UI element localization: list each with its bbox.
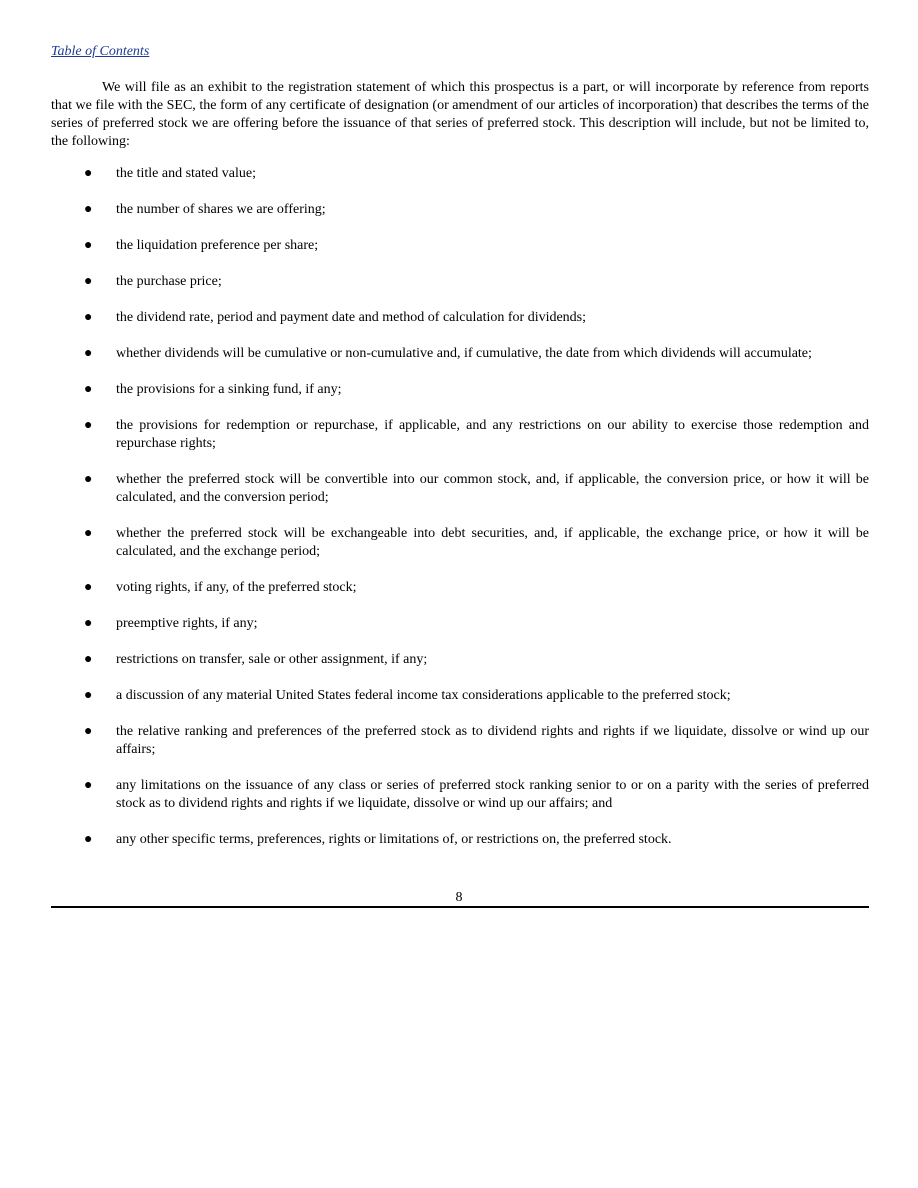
list-item-text: restrictions on transfer, sale or other assignment, if any;	[116, 652, 428, 667]
bullet-icon: ●	[84, 310, 93, 325]
bullet-icon: ●	[84, 472, 93, 487]
bullet-icon: ●	[84, 724, 93, 739]
list-item	[51, 615, 869, 633]
list-item-text: the number of shares we are offering;	[116, 202, 326, 217]
document-page	[51, 42, 869, 867]
list-item-text: the title and stated value;	[116, 166, 256, 181]
table-of-contents-link[interactable]: Table of Contents	[51, 44, 150, 59]
intro-paragraph: We will file as an exhibit to the registration statement of which this prospectus is a part, or will incorporate by reference from reports that we file with the SEC, the form of any certificate of designation (or amendment of our articles of incorporation) that describes the terms of the series of preferred stock we are offering before the issuance of that series of preferred stock. This description will include, but not be limited to, the following:	[51, 80, 869, 149]
bullet-icon: ●	[84, 346, 93, 361]
list-item-text: a discussion of any material United States federal income tax considerations applicable to the preferred stock;	[116, 688, 731, 703]
bullet-icon: ●	[84, 580, 93, 595]
list-item	[51, 417, 869, 453]
list-item	[51, 273, 869, 291]
list-item-text: the dividend rate, period and payment date and method of calculation for dividends;	[116, 310, 587, 325]
bullet-icon: ●	[84, 382, 93, 397]
list-item	[51, 831, 869, 849]
bullet-icon: ●	[84, 652, 93, 667]
bullet-icon: ●	[84, 832, 93, 847]
list-item-text: the provisions for a sinking fund, if any;	[116, 382, 342, 397]
list-item	[51, 651, 869, 669]
list-item-text: whether dividends will be cumulative or non-cumulative and, if cumulative, the date from which dividends will accumulate;	[116, 346, 812, 361]
list-item	[51, 723, 869, 759]
list-item-text: any other specific terms, preferences, rights or limitations of, or restrictions on, the preferred stock.	[116, 832, 672, 847]
page-number: 8	[455, 890, 463, 905]
list-item-text: any limitations on the issuance of any class or series of preferred stock ranking senior to or on a parity with the series of preferred stock as to dividend rights and rights if we liquidate, dissolve or wind up our affairs; and	[116, 778, 869, 811]
preferred-stock-terms-list	[51, 165, 869, 849]
bullet-icon: ●	[84, 202, 93, 217]
bullet-icon: ●	[84, 418, 93, 433]
list-item	[51, 381, 869, 399]
list-item-text: preemptive rights, if any;	[116, 616, 258, 631]
list-item-text: the liquidation preference per share;	[116, 238, 319, 253]
list-item	[51, 525, 869, 561]
bullet-icon: ●	[84, 238, 93, 253]
list-item	[51, 201, 869, 219]
bullet-icon: ●	[84, 688, 93, 703]
list-item-text: the relative ranking and preferences of the preferred stock as to dividend rights and rights if we liquidate, dissolve or wind up our affairs;	[116, 724, 869, 757]
list-item	[51, 165, 869, 183]
list-item-text: the purchase price;	[116, 274, 222, 289]
footer-divider	[51, 906, 869, 908]
bullet-icon: ●	[84, 166, 93, 181]
list-item-text: voting rights, if any, of the preferred stock;	[116, 580, 357, 595]
bullet-icon: ●	[84, 616, 93, 631]
bullet-icon: ●	[84, 274, 93, 289]
list-item-text: the provisions for redemption or repurchase, if applicable, and any restrictions on our ability to exercise those redemption and repurchase rights;	[116, 418, 869, 451]
list-item	[51, 687, 869, 705]
list-item	[51, 345, 869, 363]
bullet-icon: ●	[84, 526, 93, 541]
list-item	[51, 309, 869, 327]
list-item	[51, 237, 869, 255]
list-item-text: whether the preferred stock will be exchangeable into debt securities, and, if applicable, the exchange price, or how it will be calculated, and the exchange period;	[116, 526, 869, 559]
list-item	[51, 777, 869, 813]
list-item-text: whether the preferred stock will be convertible into our common stock, and, if applicable, the conversion price, or how it will be calculated, and the conversion period;	[116, 472, 869, 505]
bullet-icon: ●	[84, 778, 93, 793]
list-item	[51, 579, 869, 597]
list-item	[51, 471, 869, 507]
